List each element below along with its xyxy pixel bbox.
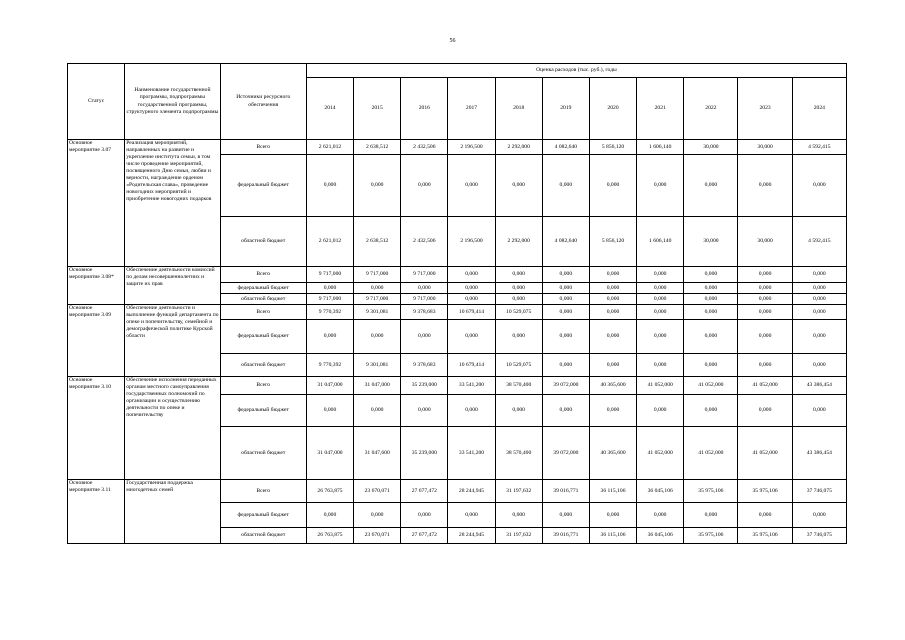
expense-value: 0,000: [738, 354, 792, 377]
expense-value: 4 592,415: [792, 217, 846, 267]
expense-value: 0,000: [684, 395, 738, 427]
expense-value: 35 975,106: [684, 480, 738, 503]
expense-value: 9 301,081: [354, 305, 401, 320]
estimate-header: Оценка расходов (тыс. руб.), годы: [306, 64, 846, 78]
expense-value: 0,000: [637, 294, 684, 305]
funding-source: областной бюджет: [220, 294, 306, 305]
table-row: [68, 377, 847, 395]
expense-value: 43 386,454: [792, 377, 846, 395]
expense-value: 0,000: [448, 503, 495, 528]
expense-value: 0,000: [738, 283, 792, 294]
expense-value: 0,000: [448, 320, 495, 354]
expense-value: 2 196,500: [448, 217, 495, 267]
expense-value: 0,000: [589, 354, 636, 377]
measure-name: Государственная поддержка многодетных семей: [125, 480, 220, 544]
expense-value: 0,000: [589, 294, 636, 305]
expense-value: 0,000: [792, 283, 846, 294]
expense-value: 4 082,640: [542, 140, 589, 155]
expense-value: 39 016,771: [542, 480, 589, 503]
funding-source: федеральный бюджет: [220, 283, 306, 294]
expense-value: 0,000: [792, 305, 846, 320]
expense-value: 0,000: [448, 395, 495, 427]
expense-value: 31 047,600: [354, 427, 401, 480]
expense-value: 36 045,106: [637, 528, 684, 544]
expense-value: 0,000: [354, 503, 401, 528]
expense-value: 10 679,414: [448, 305, 495, 320]
expense-value: 0,000: [738, 305, 792, 320]
expense-value: 28 244,945: [448, 528, 495, 544]
name-header: Наименование государственной программы, подпрограммы государственной программы, структурного элемента подпрограммы: [125, 64, 220, 140]
expense-value: 0,000: [738, 155, 792, 217]
expense-value: 0,000: [684, 354, 738, 377]
expense-value: 2 621,012: [306, 217, 353, 267]
expense-value: 0,000: [401, 395, 448, 427]
expense-value: 0,000: [637, 395, 684, 427]
expense-value: 0,000: [495, 283, 542, 294]
expense-value: 2 638,512: [354, 217, 401, 267]
expense-value: 0,000: [738, 294, 792, 305]
funding-source: областной бюджет: [220, 528, 306, 544]
expense-value: 30,000: [738, 217, 792, 267]
expense-value: 0,000: [542, 267, 589, 283]
expense-value: 0,000: [637, 155, 684, 217]
expense-value: 35 239,000: [401, 427, 448, 480]
expense-value: 1 606,140: [637, 217, 684, 267]
expense-value: 36 115,106: [589, 480, 636, 503]
expense-value: 0,000: [401, 503, 448, 528]
year-header: 2023: [738, 78, 792, 140]
expense-value: 0,000: [637, 503, 684, 528]
expense-value: 43 386,454: [792, 427, 846, 480]
year-header: 2014: [306, 78, 353, 140]
expense-value: 0,000: [637, 283, 684, 294]
expense-value: 9 717,000: [401, 267, 448, 283]
funding-source: Всего: [220, 140, 306, 155]
expense-value: 31 047,000: [354, 377, 401, 395]
expense-value: 30,000: [738, 140, 792, 155]
expense-value: 4 592,415: [792, 140, 846, 155]
expense-value: 28 244,945: [448, 480, 495, 503]
expense-value: 5 856,120: [589, 217, 636, 267]
year-header: 2017: [448, 78, 495, 140]
expense-value: 0,000: [495, 155, 542, 217]
expense-value: 0,000: [401, 320, 448, 354]
expense-value: 0,000: [637, 305, 684, 320]
expense-value: 41 052,000: [637, 427, 684, 480]
expense-value: 41 052,000: [684, 377, 738, 395]
funding-source: областной бюджет: [220, 427, 306, 480]
expense-value: 35 975,106: [684, 528, 738, 544]
expense-value: 0,000: [542, 294, 589, 305]
expense-value: 0,000: [401, 155, 448, 217]
expense-value: 0,000: [448, 294, 495, 305]
expense-value: 23 670,071: [354, 480, 401, 503]
measure-status: Основное мероприятие 3.10: [68, 377, 125, 480]
expense-value: 0,000: [448, 283, 495, 294]
expense-value: 30,000: [684, 217, 738, 267]
expense-value: 0,000: [589, 267, 636, 283]
expense-value: 9 770,392: [306, 305, 353, 320]
measure-status: Основное мероприятие 3.11: [68, 480, 125, 544]
expense-value: 0,000: [495, 503, 542, 528]
expense-value: 39 016,771: [542, 528, 589, 544]
expense-value: 23 670,071: [354, 528, 401, 544]
table-body: [68, 140, 847, 544]
expense-value: 0,000: [354, 395, 401, 427]
expense-value: 35 239,000: [401, 377, 448, 395]
expense-value: 37 746,075: [792, 528, 846, 544]
expense-value: 0,000: [495, 294, 542, 305]
expense-value: 0,000: [542, 283, 589, 294]
expense-value: 10 529,075: [495, 354, 542, 377]
expense-value: 39 072,000: [542, 427, 589, 480]
expense-value: 0,000: [448, 155, 495, 217]
expense-value: 0,000: [637, 267, 684, 283]
funding-source: федеральный бюджет: [220, 503, 306, 528]
expense-value: 0,000: [354, 320, 401, 354]
expense-value: 38 570,400: [495, 427, 542, 480]
expense-value: 41 052,000: [738, 377, 792, 395]
expense-value: 0,000: [792, 155, 846, 217]
expense-value: 9 717,000: [306, 267, 353, 283]
status-header: Статус: [68, 64, 125, 140]
expense-value: 0,000: [589, 305, 636, 320]
expense-value: 0,000: [589, 283, 636, 294]
expense-value: 0,000: [589, 155, 636, 217]
budget-table: [67, 63, 847, 544]
expense-value: 31 047,000: [306, 427, 353, 480]
expense-value: 0,000: [495, 267, 542, 283]
expense-value: 0,000: [792, 395, 846, 427]
expense-value: 31 197,632: [495, 480, 542, 503]
expense-value: 10 679,414: [448, 354, 495, 377]
funding-source: федеральный бюджет: [220, 320, 306, 354]
expense-value: 0,000: [792, 267, 846, 283]
expense-value: 31 047,000: [306, 377, 353, 395]
expense-value: 0,000: [792, 320, 846, 354]
expense-value: 0,000: [792, 503, 846, 528]
expense-value: 36 045,106: [637, 480, 684, 503]
expense-value: 2 292,000: [495, 140, 542, 155]
expense-value: 0,000: [542, 395, 589, 427]
expense-value: 37 746,075: [792, 480, 846, 503]
year-header: 2018: [495, 78, 542, 140]
expense-value: 27 677,472: [401, 528, 448, 544]
year-header: 2022: [684, 78, 738, 140]
expense-value: 0,000: [589, 395, 636, 427]
expense-value: 0,000: [542, 320, 589, 354]
expense-value: 9 717,000: [306, 294, 353, 305]
measure-name: Обеспечение деятельности комиссий по делам несовершеннолетних и защите их прав: [125, 267, 220, 305]
expense-value: 0,000: [684, 283, 738, 294]
funding-source: Всего: [220, 377, 306, 395]
expense-value: 9 770,392: [306, 354, 353, 377]
expense-value: 31 197,632: [495, 528, 542, 544]
year-header: 2020: [589, 78, 636, 140]
expense-value: 0,000: [542, 503, 589, 528]
expense-value: 35 975,106: [738, 480, 792, 503]
year-header: 2016: [401, 78, 448, 140]
expense-value: 0,000: [306, 155, 353, 217]
expense-value: 0,000: [738, 267, 792, 283]
expense-value: 2 638,512: [354, 140, 401, 155]
expense-value: 39 072,000: [542, 377, 589, 395]
expense-value: 0,000: [738, 395, 792, 427]
expense-value: 9 717,000: [401, 294, 448, 305]
year-header: 2015: [354, 78, 401, 140]
measure-name: Обеспечение исполнения переданных органам местного самоуправления государственных полномочий по организации и осуществлению деятельности по опеке и попечительству: [125, 377, 220, 480]
expense-value: 41 052,000: [637, 377, 684, 395]
expense-value: 33 541,200: [448, 427, 495, 480]
expense-value: 4 082,640: [542, 217, 589, 267]
expense-value: 9 717,000: [354, 294, 401, 305]
expense-value: 0,000: [306, 395, 353, 427]
expense-value: 5 856,120: [589, 140, 636, 155]
source-header: Источники ресурсного обеспечения: [220, 64, 306, 140]
funding-source: федеральный бюджет: [220, 395, 306, 427]
expense-value: 41 052,000: [684, 427, 738, 480]
expense-value: 38 570,400: [495, 377, 542, 395]
expense-value: 0,000: [684, 155, 738, 217]
funding-source: областной бюджет: [220, 217, 306, 267]
expense-value: 0,000: [542, 354, 589, 377]
expense-value: 35 975,106: [738, 528, 792, 544]
year-header: 2021: [637, 78, 684, 140]
expense-value: 0,000: [401, 283, 448, 294]
expense-value: 2 432,506: [401, 217, 448, 267]
expense-value: 0,000: [306, 320, 353, 354]
expense-value: 1 606,140: [637, 140, 684, 155]
expense-value: 0,000: [495, 320, 542, 354]
year-header: 2019: [542, 78, 589, 140]
expense-value: 9 301,081: [354, 354, 401, 377]
expense-value: 0,000: [637, 354, 684, 377]
expense-value: 0,000: [495, 395, 542, 427]
expense-value: 0,000: [448, 267, 495, 283]
expense-value: 0,000: [684, 320, 738, 354]
funding-source: Всего: [220, 480, 306, 503]
expense-value: 27 677,472: [401, 480, 448, 503]
expense-value: 2 196,500: [448, 140, 495, 155]
expense-value: 0,000: [354, 155, 401, 217]
year-header: 2024: [792, 78, 846, 140]
expense-value: 0,000: [306, 503, 353, 528]
expense-value: 0,000: [684, 503, 738, 528]
expense-value: 0,000: [684, 294, 738, 305]
table-row: [68, 267, 847, 283]
expense-value: 26 763,875: [306, 528, 353, 544]
measure-status: Основное мероприятие 3.09: [68, 305, 125, 377]
expense-value: 2 432,506: [401, 140, 448, 155]
expense-value: 0,000: [684, 305, 738, 320]
expense-value: 2 621,012: [306, 140, 353, 155]
measure-status: Основное мероприятие 3.07: [68, 140, 125, 267]
expense-value: 40 365,600: [589, 377, 636, 395]
expense-value: 0,000: [542, 305, 589, 320]
expense-value: 0,000: [637, 320, 684, 354]
expense-value: 0,000: [738, 320, 792, 354]
table-row: [68, 305, 847, 320]
expense-value: 2 292,000: [495, 217, 542, 267]
expense-value: 0,000: [738, 503, 792, 528]
funding-source: Всего: [220, 267, 306, 283]
expense-value: 26 763,875: [306, 480, 353, 503]
expense-value: 9 717,000: [354, 267, 401, 283]
expense-value: 0,000: [542, 155, 589, 217]
expense-value: 40 365,600: [589, 427, 636, 480]
expense-value: 10 529,075: [495, 305, 542, 320]
expense-value: 30,000: [684, 140, 738, 155]
expense-value: 0,000: [589, 503, 636, 528]
expense-value: 9 378,683: [401, 305, 448, 320]
measure-name: Реализация мероприятий, направленных на развитие и укрепление института семьи, в том числе проведение мероприятий, посвященного Дню семьи, любви и верности, награждение орденом «Родительская слава», проведение новогодних мероприятий и приобретение новогодних подарков: [125, 140, 220, 267]
page-number: 56: [449, 38, 456, 44]
table-row: [68, 140, 847, 155]
expense-value: 0,000: [792, 294, 846, 305]
table-row: [68, 480, 847, 503]
expense-value: 41 052,000: [738, 427, 792, 480]
expense-value: 9 378,683: [401, 354, 448, 377]
expense-value: 0,000: [306, 283, 353, 294]
expense-value: 36 115,106: [589, 528, 636, 544]
funding-source: областной бюджет: [220, 354, 306, 377]
funding-source: Всего: [220, 305, 306, 320]
expense-value: 0,000: [684, 267, 738, 283]
funding-source: федеральный бюджет: [220, 155, 306, 217]
expense-value: 33 541,200: [448, 377, 495, 395]
expense-value: 0,000: [354, 283, 401, 294]
expense-value: 0,000: [792, 354, 846, 377]
measure-status: Основное мероприятие 3.08*: [68, 267, 125, 305]
measure-name: Обеспечение деятельности и выполнение функций департамента по опеке и попечительству, семейной и демографической политике Курской области: [125, 305, 220, 377]
expense-value: 0,000: [589, 320, 636, 354]
